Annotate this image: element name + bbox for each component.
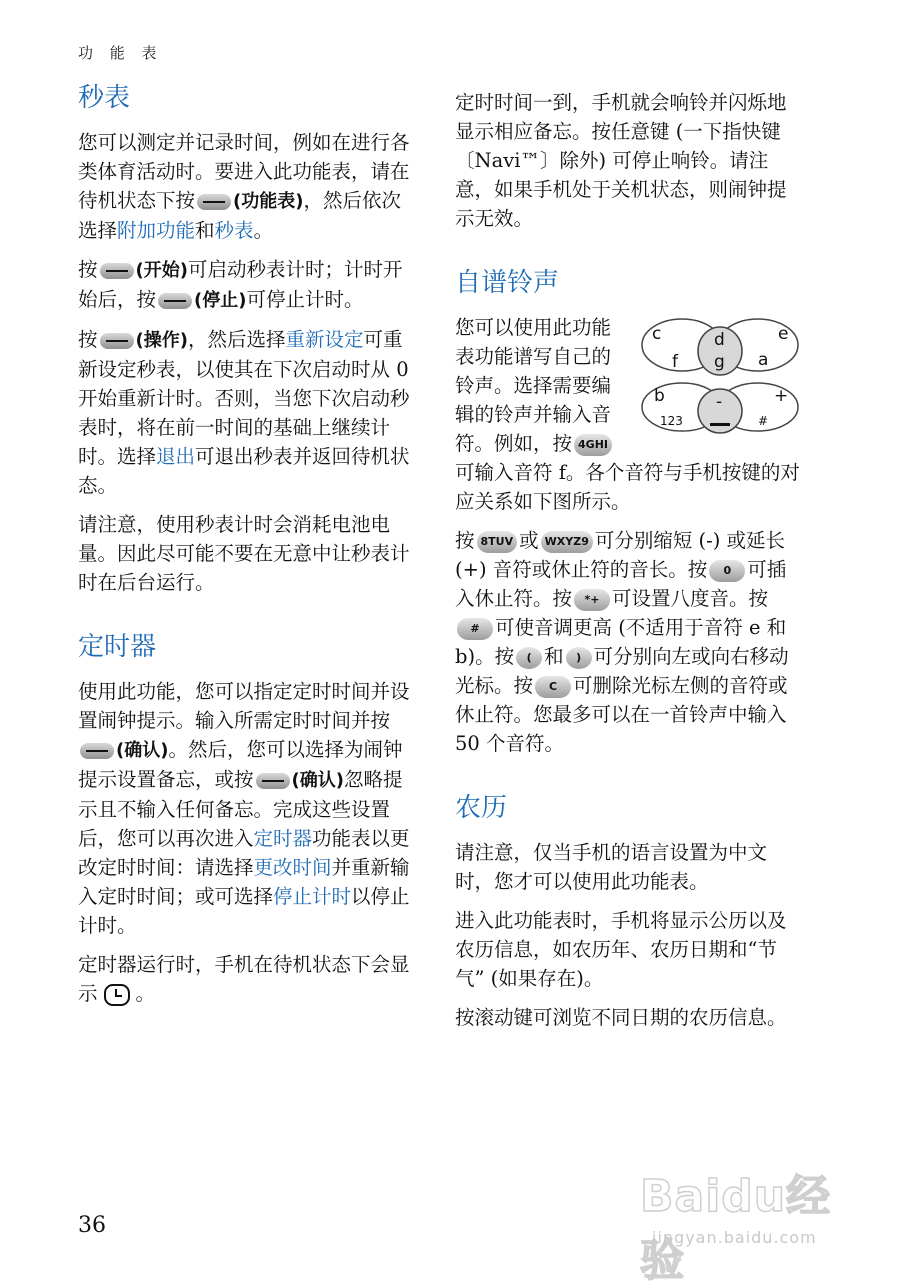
note-label-g: g — [714, 352, 725, 372]
note-label-123: 123 — [660, 414, 683, 428]
menu-link-change-time: 更改时间 — [253, 856, 332, 879]
stopwatch-heading: 秒表 — [78, 83, 131, 113]
selection-key-icon — [100, 333, 134, 349]
selection-key-icon — [80, 743, 114, 759]
page-number: 36 — [78, 1213, 106, 1238]
note-keypad-diagram — [640, 315, 800, 435]
note-label-b: b — [654, 386, 665, 406]
lunar-paragraph-2: 进入此功能表时，手机将显示公历以及农历信息，如农历年、农历日期和“节气” (如果存在)。 — [455, 909, 787, 990]
selection-key-icon — [158, 293, 192, 309]
note-label-c: c — [652, 324, 662, 344]
timer-paragraph-2: 定时器运行时，手机在待机状态下会显示 。 — [78, 953, 410, 1005]
clear-key-icon: C — [535, 676, 571, 698]
note-label-a: a — [758, 350, 769, 370]
menu-link-stopwatch: 秒表 — [214, 219, 254, 242]
timer-paragraph-1: 使用此功能，您可以指定定时时间并设置闹钟提示。输入所需定时时间并按(确认)。然后，您可以选择为闹钟提示设置备忘，或按 (确认)忽略提示且不输入任何备忘。完成这些设置后，您可以再次进入定时器功能表以更改定时时间：请选择更改时间并重新输入定时时间；或可选择停止计时以停止计时。 — [78, 680, 410, 937]
watermark-url: jingyan.baidu.com — [652, 1228, 817, 1247]
note-label-hash: # — [758, 414, 769, 428]
timer-paragraph-3: 定时时间一到，手机就会响铃并闪烁地显示相应备忘。按任意键 (一下指快键〔Navi™〕除外) 可停止响铃。请注意，如果手机处于关机状态，则闹钟提示无效。 — [455, 91, 787, 230]
timer-indicator-icon — [104, 984, 130, 1006]
right-arrow-key-icon: ) — [566, 647, 592, 669]
timer-heading: 定时器 — [78, 632, 157, 662]
stopwatch-paragraph-1: 您可以测定并记录时间，例如在进行各类体育活动时。要进入此功能表，请在待机状态下按 (功能表)，然后依次选择附加功能和秒表。 — [78, 131, 410, 242]
key-hash-icon: # — [457, 618, 493, 640]
note-label-f: f — [672, 352, 678, 372]
ringtone-heading: 自谱铃声 — [455, 268, 560, 298]
key-9-icon: WXYZ9 — [541, 531, 593, 553]
key-4-icon: 4GHI — [574, 434, 612, 456]
baidu-watermark — [632, 1150, 862, 1286]
running-header: 功 能 表 — [78, 44, 163, 62]
key-star-icon: *+ — [574, 589, 610, 611]
left-arrow-key-icon: ( — [516, 647, 542, 669]
right-column — [455, 78, 800, 1032]
lunar-paragraph-3: 按滚动键可浏览不同日期的农历信息。 — [455, 1006, 787, 1029]
stopwatch-paragraph-4: 请注意，使用秒表计时会消耗电池电量。因此尽可能不要在无意中让秒表计时在后台运行。 — [78, 513, 410, 594]
menu-link-reset: 重新设定 — [285, 328, 364, 351]
menu-link-timer: 定时器 — [253, 827, 313, 850]
selection-key-icon — [100, 263, 134, 279]
key-8-icon: 8TUV — [477, 531, 518, 553]
selection-key-icon — [197, 194, 231, 210]
stopwatch-paragraph-3: 按 (操作)，然后选择重新设定可重新设定秒表，以使其在下次启动时从 0 开始重新计时。否则，当您下次启动秒表时，将在前一时间的基础上继续计时。选择退出可退出秒表并返回待机状态。 — [78, 328, 410, 497]
ringtone-paragraph-2: 按 8TUV 或 WXYZ9 可分别缩短 (-) 或延长 (+) 音符或休止符的音长。按 0 可插入休止符。按 *+ 可设置八度音。按# 可使音调更高 (不适用于音符 e 和 b)。按 ( 和 ) 可分别向左或向右移动光标。按 C 可删除光标左侧的音符或休止符。您最多可以在一首铃声中输入 50 个音符。 — [455, 529, 789, 755]
note-label-plus: + — [774, 386, 789, 406]
selection-key-icon — [256, 773, 290, 789]
stopwatch-paragraph-2: 按 (开始)可启动秒表计时；计时开始后，按 (停止)可停止计时。 — [78, 258, 403, 311]
left-column — [78, 78, 410, 1008]
menu-link-stop-timer: 停止计时 — [273, 885, 352, 908]
menu-link-extras: 附加功能 — [117, 219, 196, 242]
note-label-e: e — [778, 324, 789, 344]
note-label-d: d — [714, 330, 725, 350]
lunar-heading: 农历 — [455, 793, 508, 823]
note-label-minus: - — [716, 392, 723, 412]
watermark-logo: Baidu经验 — [640, 1171, 832, 1286]
key-0-icon: 0 — [709, 560, 745, 582]
menu-link-exit: 退出 — [156, 445, 196, 468]
ringtone-paragraph-1: 您可以使用此功能表功能谱写自己的铃声。选择需要编辑的铃声并输入音符。例如，按 4GHI可输入音符 f。各个音符与手机按键的对应关系如下图所示。 — [455, 316, 800, 513]
lunar-paragraph-1: 请注意，仅当手机的语言设置为中文时，您才可以使用此功能表。 — [455, 841, 768, 893]
